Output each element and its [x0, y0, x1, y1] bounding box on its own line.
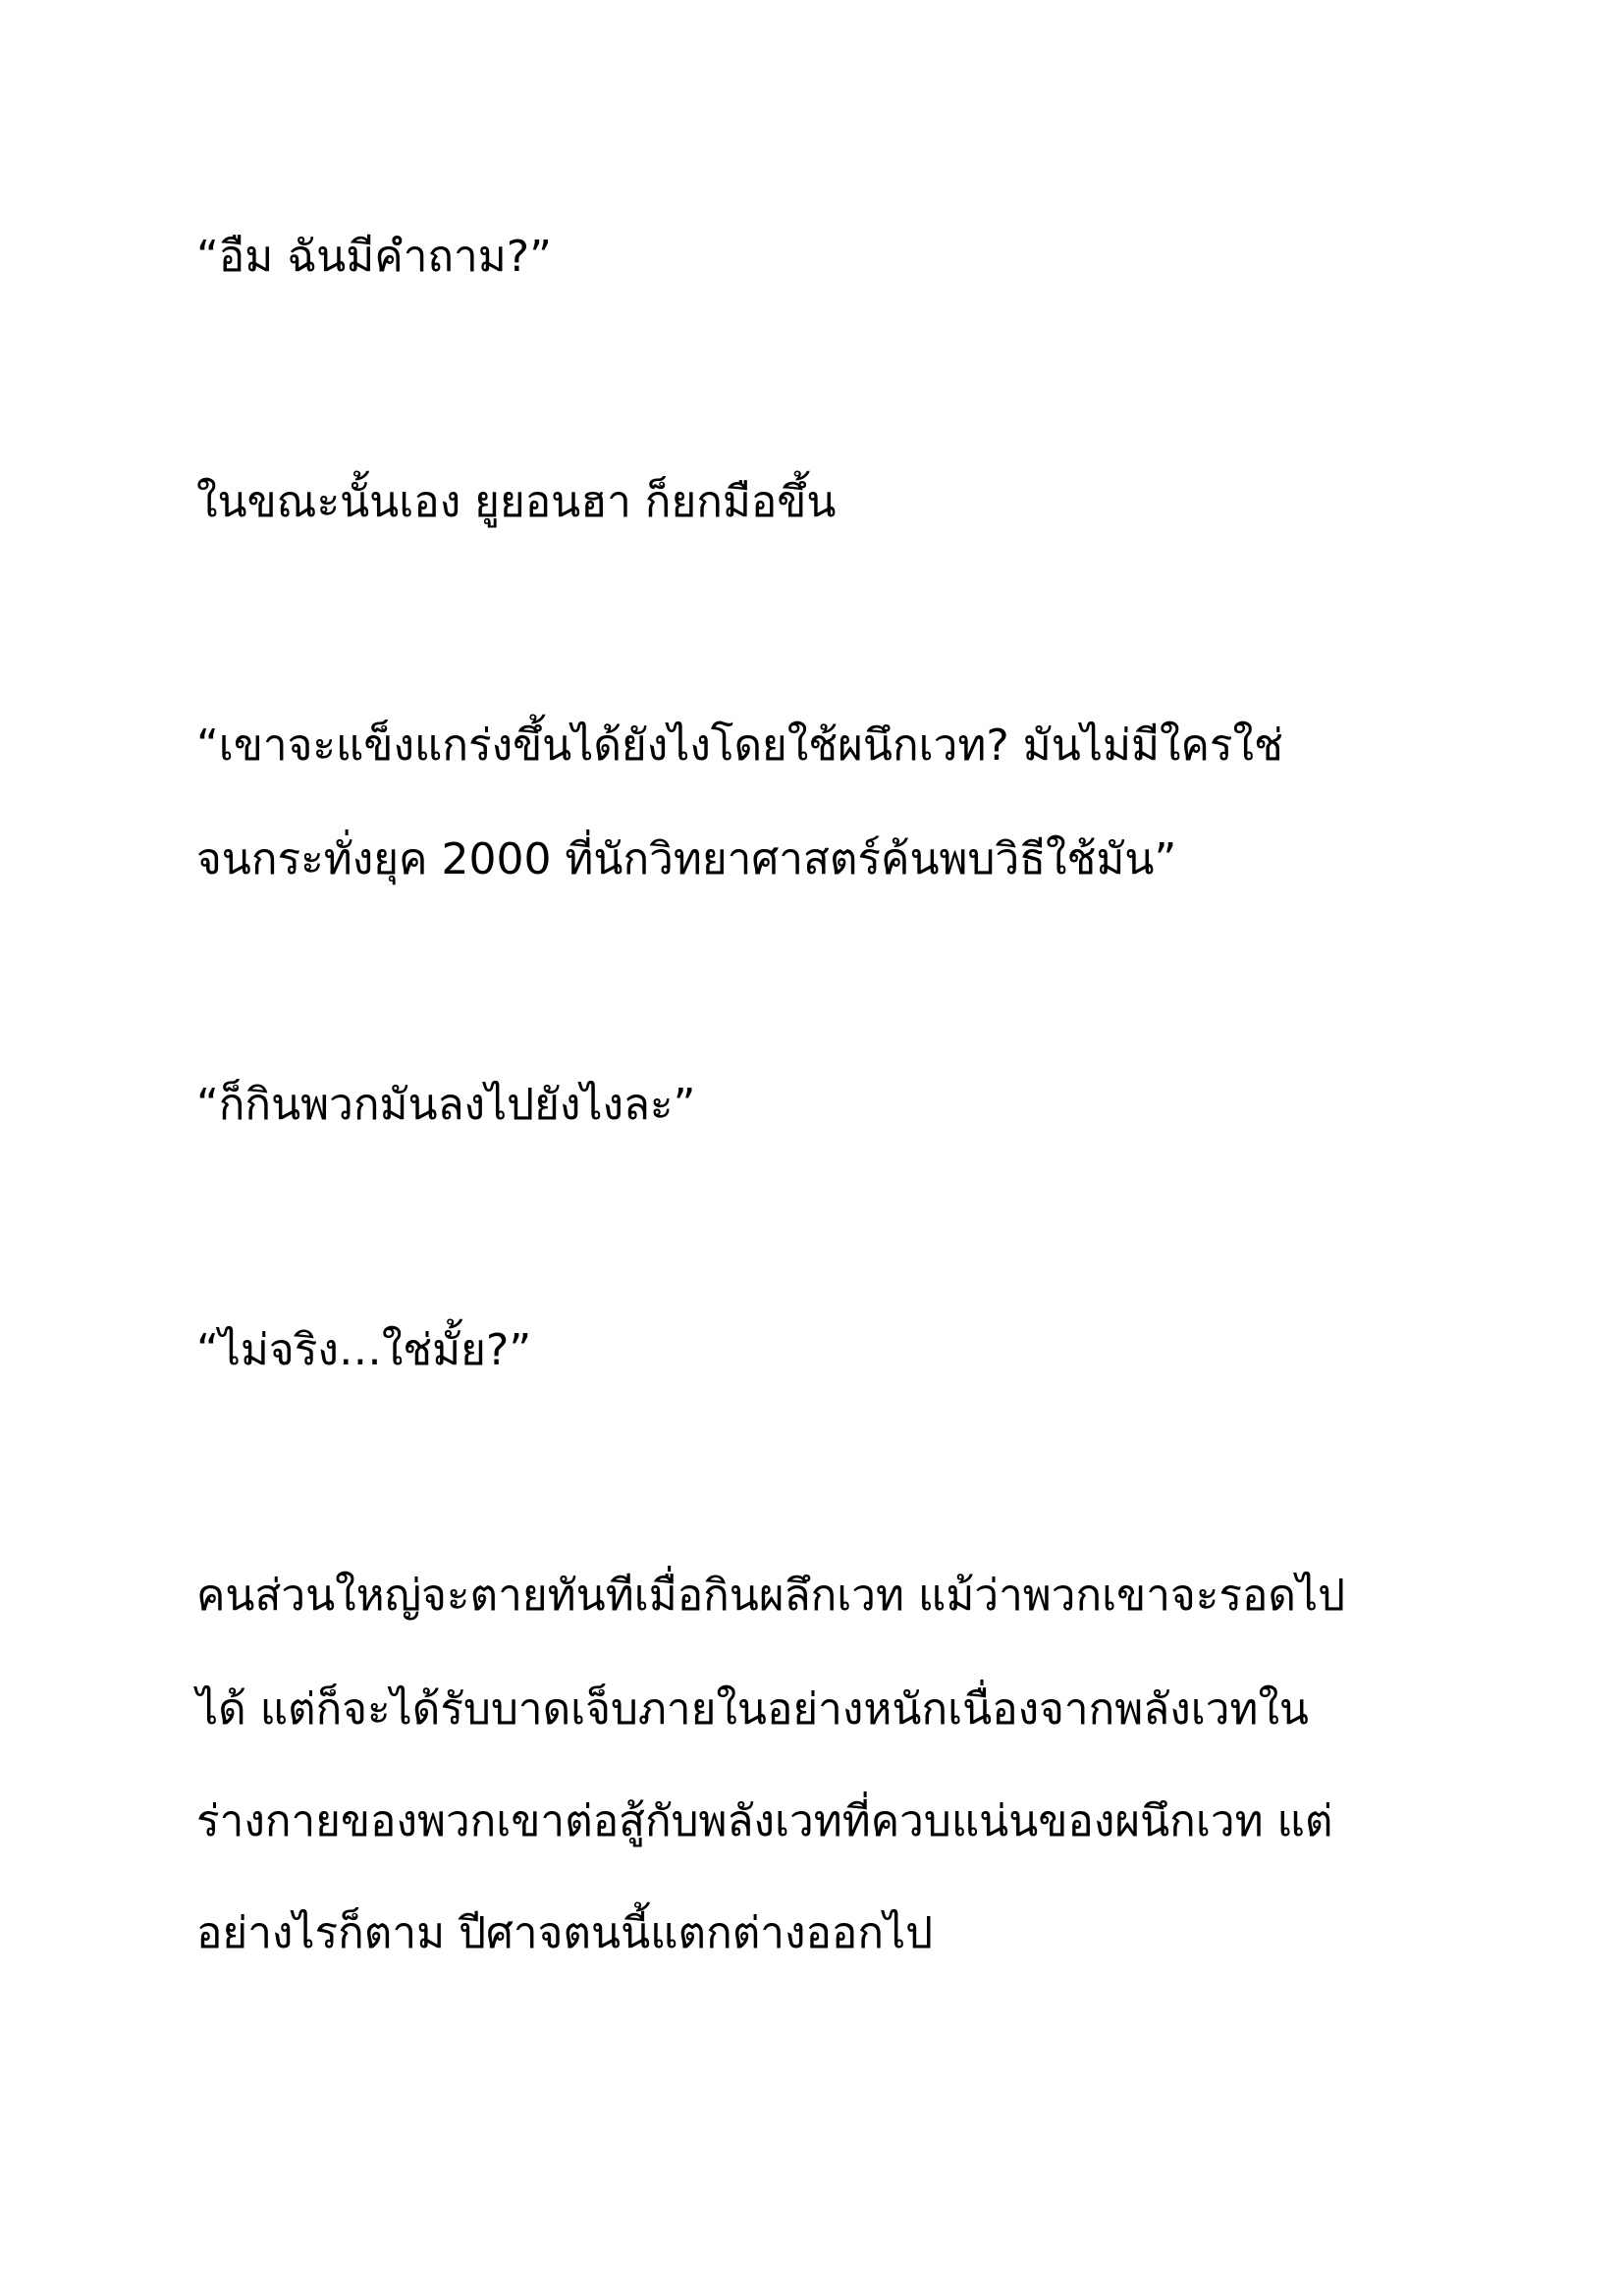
narration-line-4: อย่างไรก็ตาม ปีศาจตนนี้แตกต่างออกไป	[196, 1908, 934, 1958]
narration-line-3: ร่างกายของพวกเขาต่อสู้กับพลังเวทที่ควบแน่นของผนึกเวท แต่	[196, 1796, 1333, 1846]
dialogue-line-seal-1: “เขาจะแข็งแกร่งขึ้นได้ยังไงโดยใช้ผนึกเวท? มันไม่มีใครใช่	[196, 721, 1283, 771]
dialogue-line-eat: “ก็กินพวกมันลงไปยังไงละ”	[196, 1080, 696, 1130]
narration-line-2: ได้ แต่ก็จะได้รับบาดเจ็บภายในอย่างหนักเนื่องจากพลังเวทใน	[196, 1684, 1309, 1735]
dialogue-line-question: “อืม ฉันมีคำถาม?”	[196, 232, 552, 282]
dialogue-line-seal-2: จนกระทั่งยุค 2000 ที่นักวิทยาศาสตร์ค้นพบวิธีใช้มัน”	[196, 834, 1177, 884]
narration-line-raise-hand: ในขณะนั้นเอง ยูยอนฮา ก็ยกมือขึ้น	[196, 477, 837, 527]
narration-line-1: คนส่วนใหญ่จะตายทันทีเมื่อกินผลึกเวท แม้ว่าพวกเขาจะรอดไป	[196, 1571, 1346, 1621]
dialogue-line-disbelief: “ไม่จริง…ใช่มั้ย?”	[196, 1325, 532, 1375]
